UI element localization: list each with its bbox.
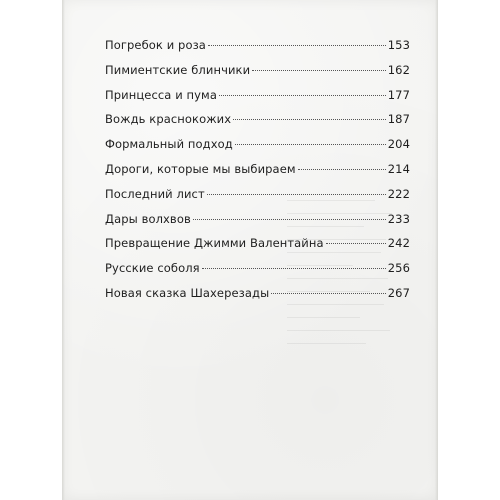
toc-dot-leader bbox=[207, 194, 386, 195]
toc-entry-page: 204 bbox=[387, 137, 410, 152]
toc-entry-page: 267 bbox=[387, 285, 410, 300]
toc-entry-page: 177 bbox=[387, 87, 410, 102]
toc-dot-leader bbox=[219, 95, 386, 96]
toc-dot-leader bbox=[298, 169, 386, 170]
toc-entry-page: 256 bbox=[387, 261, 410, 276]
toc-entry-title: Принцесса и пума bbox=[105, 87, 217, 102]
toc-entry bbox=[105, 63, 410, 88]
toc-entry bbox=[105, 162, 410, 187]
toc-entry-page: 242 bbox=[387, 236, 410, 251]
toc-entry bbox=[105, 261, 410, 286]
toc-entry-page: 187 bbox=[387, 112, 410, 127]
page-edge-shadow-left bbox=[62, 0, 65, 500]
toc-dot-leader bbox=[233, 119, 386, 120]
toc-entry bbox=[105, 112, 410, 137]
toc-entry-title: Погребок и роза bbox=[105, 38, 206, 52]
toc-entry-title: Дары волхвов bbox=[105, 211, 191, 226]
toc-entry bbox=[105, 286, 410, 311]
toc-dot-leader bbox=[235, 144, 386, 145]
toc-entry-page: 214 bbox=[387, 161, 410, 176]
page-edge-shadow-right bbox=[435, 0, 438, 500]
toc-entry bbox=[105, 137, 410, 162]
toc-entry-title: Пимиентские блинчики bbox=[105, 62, 251, 77]
table-of-contents bbox=[105, 38, 410, 311]
toc-dot-leader bbox=[193, 219, 386, 220]
toc-dot-leader bbox=[208, 45, 386, 46]
toc-entry-title: Русские соболя bbox=[105, 261, 200, 276]
toc-entry bbox=[105, 88, 410, 113]
toc-dot-leader bbox=[326, 243, 386, 244]
toc-entry bbox=[105, 187, 410, 212]
toc-entry-title: Новая сказка Шахерезады bbox=[105, 285, 270, 300]
toc-dot-leader bbox=[202, 268, 386, 269]
toc-entry-page: 162 bbox=[387, 62, 410, 77]
toc-entry-title: Превращение Джимми Валентайна bbox=[105, 236, 324, 251]
toc-entry-page: 222 bbox=[387, 186, 410, 201]
toc-dot-leader bbox=[252, 70, 386, 71]
toc-entry-title: Вождь краснокожих bbox=[105, 112, 232, 127]
book-page bbox=[62, 0, 438, 500]
toc-entry bbox=[105, 212, 410, 237]
toc-entry bbox=[105, 236, 410, 261]
toc-entry-page: 233 bbox=[387, 211, 410, 226]
toc-entry-title: Дороги, которые мы выбираем bbox=[105, 161, 296, 176]
toc-entry-page: 153 bbox=[387, 38, 410, 52]
toc-dot-leader bbox=[271, 293, 385, 294]
toc-entry-title: Формальный подход bbox=[105, 137, 233, 152]
toc-entry bbox=[105, 38, 410, 63]
toc-entry-title: Последний лист bbox=[105, 186, 205, 201]
